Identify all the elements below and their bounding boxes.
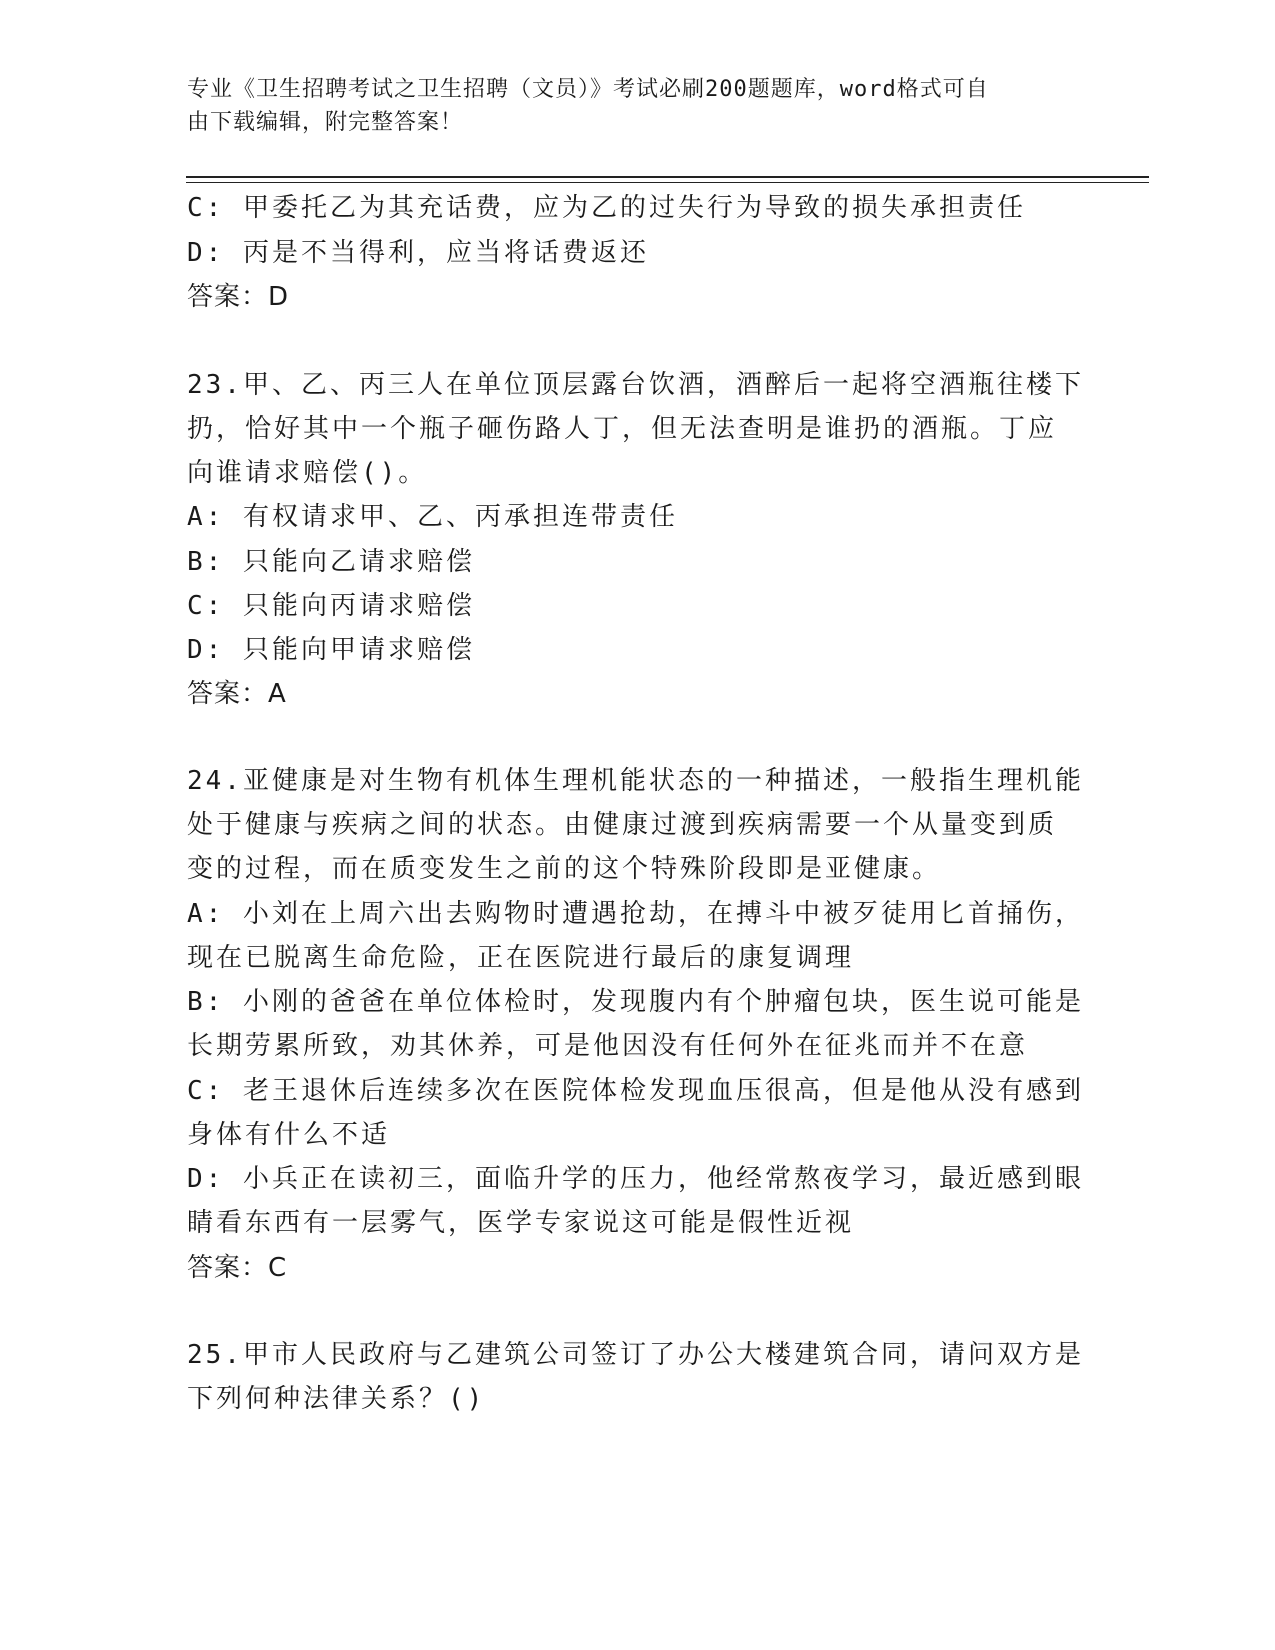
q23-stem-line-1: 23.甲、乙、丙三人在单位顶层露台饮酒，酒醉后一起将空酒瓶往楼下 — [187, 370, 1084, 400]
q24-stem-line-1: 24.亚健康是对生物有机体生理机能状态的一种描述，一般指生理机能 — [187, 766, 1084, 796]
q23-option-c: C: 只能向丙请求赔偿 — [187, 591, 475, 621]
q24-option-d-line-1: D: 小兵正在读初三，面临升学的压力，他经常熬夜学习，最近感到眼 — [187, 1164, 1084, 1194]
q24-option-c-line-2: 身体有什么不适 — [187, 1120, 391, 1150]
q23-answer: 答案：A — [187, 679, 287, 709]
q24-option-a-line-2: 现在已脱离生命危险，正在医院进行最后的康复调理 — [187, 943, 855, 973]
q25-stem-line-2: 下列何种法律关系？() — [187, 1384, 486, 1414]
q25-stem-line-1: 25.甲市人民政府与乙建筑公司签订了办公大楼建筑合同，请问双方是 — [187, 1340, 1084, 1370]
q24-option-b-line-1: B: 小刚的爸爸在单位体检时，发现腹内有个肿瘤包块，医生说可能是 — [187, 987, 1084, 1017]
header-divider-thick — [186, 176, 1149, 178]
header-line-1: 专业《卫生招聘考试之卫生招聘（文员）》考试必刷200题题库，word格式可自 — [187, 77, 989, 102]
q24-option-d-line-2: 睛看东西有一层雾气，医学专家说这可能是假性近视 — [187, 1208, 855, 1238]
q23-option-b: B: 只能向乙请求赔偿 — [187, 547, 475, 577]
header-divider-thin — [186, 182, 1149, 183]
q24-answer: 答案：C — [187, 1253, 288, 1283]
q23-stem-line-3: 向谁请求赔偿()。 — [187, 458, 428, 488]
q24-stem-line-3: 变的过程，而在质变发生之前的这个特殊阶段即是亚健康。 — [187, 854, 942, 884]
q22-answer: 答案：D — [187, 282, 290, 312]
header-line-2: 由下载编辑，附完整答案！ — [187, 110, 464, 135]
document-header — [187, 73, 1067, 139]
q24-option-b-line-2: 长期劳累所致，劝其休养，可是他因没有任何外在征兆而并不在意 — [187, 1031, 1029, 1061]
q23-option-a: A: 有权请求甲、乙、丙承担连带责任 — [187, 502, 678, 532]
q24-option-a-line-1: A: 小刘在上周六出去购物时遭遇抢劫，在搏斗中被歹徒用匕首捅伤， — [187, 899, 1084, 929]
q22-option-c: C: 甲委托乙为其充话费，应为乙的过失行为导致的损失承担责任 — [187, 193, 1026, 223]
q24-stem-line-2: 处于健康与疾病之间的状态。由健康过渡到疾病需要一个从量变到质 — [187, 810, 1058, 840]
q22-option-d: D: 丙是不当得利，应当将话费返还 — [187, 238, 649, 268]
q24-option-c-line-1: C: 老王退休后连续多次在医院体检发现血压很高，但是他从没有感到 — [187, 1076, 1084, 1106]
q23-stem-line-2: 扔，恰好其中一个瓶子砸伤路人丁，但无法查明是谁扔的酒瓶。丁应 — [187, 414, 1058, 444]
q23-option-d: D: 只能向甲请求赔偿 — [187, 635, 475, 665]
